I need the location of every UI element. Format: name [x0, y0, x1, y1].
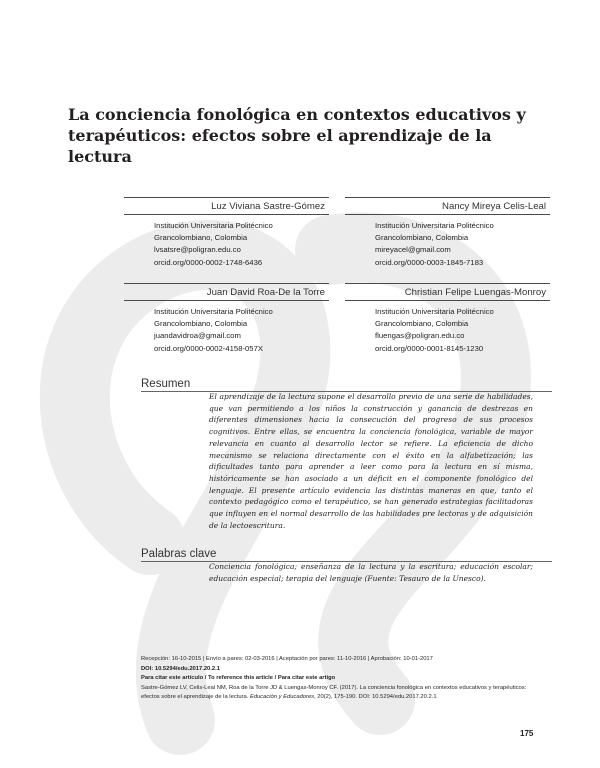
article-metadata — [141, 655, 541, 703]
author-email[interactable]: mireyacel@gmail.com — [375, 245, 451, 255]
author-name: Christian Felipe Luengas-Monroy — [345, 283, 550, 301]
author-card — [124, 283, 329, 355]
author-institution: Institución Universitaria Politécnico — [375, 221, 494, 230]
author-details — [345, 306, 550, 355]
author-card — [345, 283, 550, 355]
author-location: Grancolombiano, Colombia — [375, 233, 469, 243]
abstract-text: El aprendizaje de la lectura supone el desarrollo previo de una serie de habilidades, que van permitiendo a los niños la construcción y ganancia de destrezas en diferentes dimensiones hacia la consecución del progreso de sus procesos cognitivos. Entre ellas, se encuentra la conciencia fonológica, variable de mayor relevancia en cuanto al desarrollo lector se refiere. La eficiencia de dicho mecanismo se relaciona directamente con el éxito en la alfabetización; las dificultades tanto para aprender a leer como para la lectura en sí misma, históricamente se han asociado a un déficit en el componente fonológico del lenguaje. El presente artículo evidencia las distintas maneras en que, tanto el contexto pedagógico como el terapéutico, se han generado estrategias facilitadoras que influyen en el normal desarrollo de las habilidades pre lectoras y de adquisición de la lectoescritura. — [209, 392, 533, 530]
author-location: Grancolombiano, Colombia — [375, 319, 469, 329]
author-details — [345, 220, 550, 269]
author-location: Grancolombiano, Colombia — [154, 233, 248, 243]
abstract-heading: Resumen — [141, 378, 191, 390]
author-name: Juan David Roa-De la Torre — [124, 283, 329, 301]
title-line-1: La conciencia fonológica en contextos educativos y — [68, 105, 526, 124]
author-card — [124, 197, 329, 269]
keywords-heading: Palabras clave — [141, 548, 217, 560]
author-orcid[interactable]: orcid.org/0000-0003-1845-7183 — [375, 257, 484, 267]
doi[interactable]: DOI: 10.5294/edu.2017.20.2.1 — [141, 665, 220, 672]
author-institution: Institución Universitaria Politécnico — [375, 307, 494, 316]
citation — [141, 684, 541, 703]
citation-prefix: Sastre-Gómez LV, Celis-Leal NM, Roa de la Torre JD & Luengas-Monroy CF. (2017). La conciencia fonológica en contextos educativos y terapéuticos: efectos sobre el aprendizaje de la lectura. — [141, 684, 527, 701]
keywords-text: Conciencia fonológica; enseñanza de la lectura y la escritura; educación escolar; educación especial; terapia del lenguaje (Fuente: Tesauro de la Unesco). — [209, 562, 533, 583]
author-email[interactable]: fluengas@poligran.edu.co — [375, 331, 465, 341]
author-orcid[interactable]: orcid.org/0000-0002-4158-057X — [154, 343, 263, 353]
cite-label: Para citar este artículo / To reference this article / Para citar este artigo — [141, 675, 336, 682]
author-card — [345, 197, 550, 269]
author-location: Grancolombiano, Colombia — [154, 319, 248, 329]
citation-journal: Educación y Educadores — [249, 694, 315, 701]
author-details — [124, 306, 329, 355]
author-email[interactable]: juandavidroa@gmail.com — [154, 331, 241, 341]
author-name: Nancy Mireya Celis-Leal — [345, 197, 550, 215]
author-details — [124, 220, 329, 269]
author-institution: Institución Universitaria Politécnico — [154, 307, 273, 316]
author-orcid[interactable]: orcid.org/0000-0002-1748-6436 — [154, 257, 263, 267]
page-number: 175 — [520, 729, 534, 738]
author-orcid[interactable]: orcid.org/0000-0001-8145-1230 — [375, 343, 484, 353]
author-name: Luz Viviana Sastre-Gómez — [124, 197, 329, 215]
author-institution: Institución Universitaria Politécnico — [154, 221, 273, 230]
submission-dates: Recepción: 16-10-2015 | Envío a pares: 02-03-2016 | Aceptación por pares: 11-10-2016 | Aprobación: 10-01-2017 — [141, 656, 433, 662]
title-line-2: terapéuticos: efectos sobre el aprendizaje de la lectura — [68, 126, 492, 166]
author-email[interactable]: lvsatsre@poligran.edu.co — [154, 245, 241, 255]
article-title — [68, 104, 538, 167]
citation-suffix: , 20(2), 175-190. DOI: 10.5294/edu.2017.20.2.1 — [314, 694, 437, 701]
